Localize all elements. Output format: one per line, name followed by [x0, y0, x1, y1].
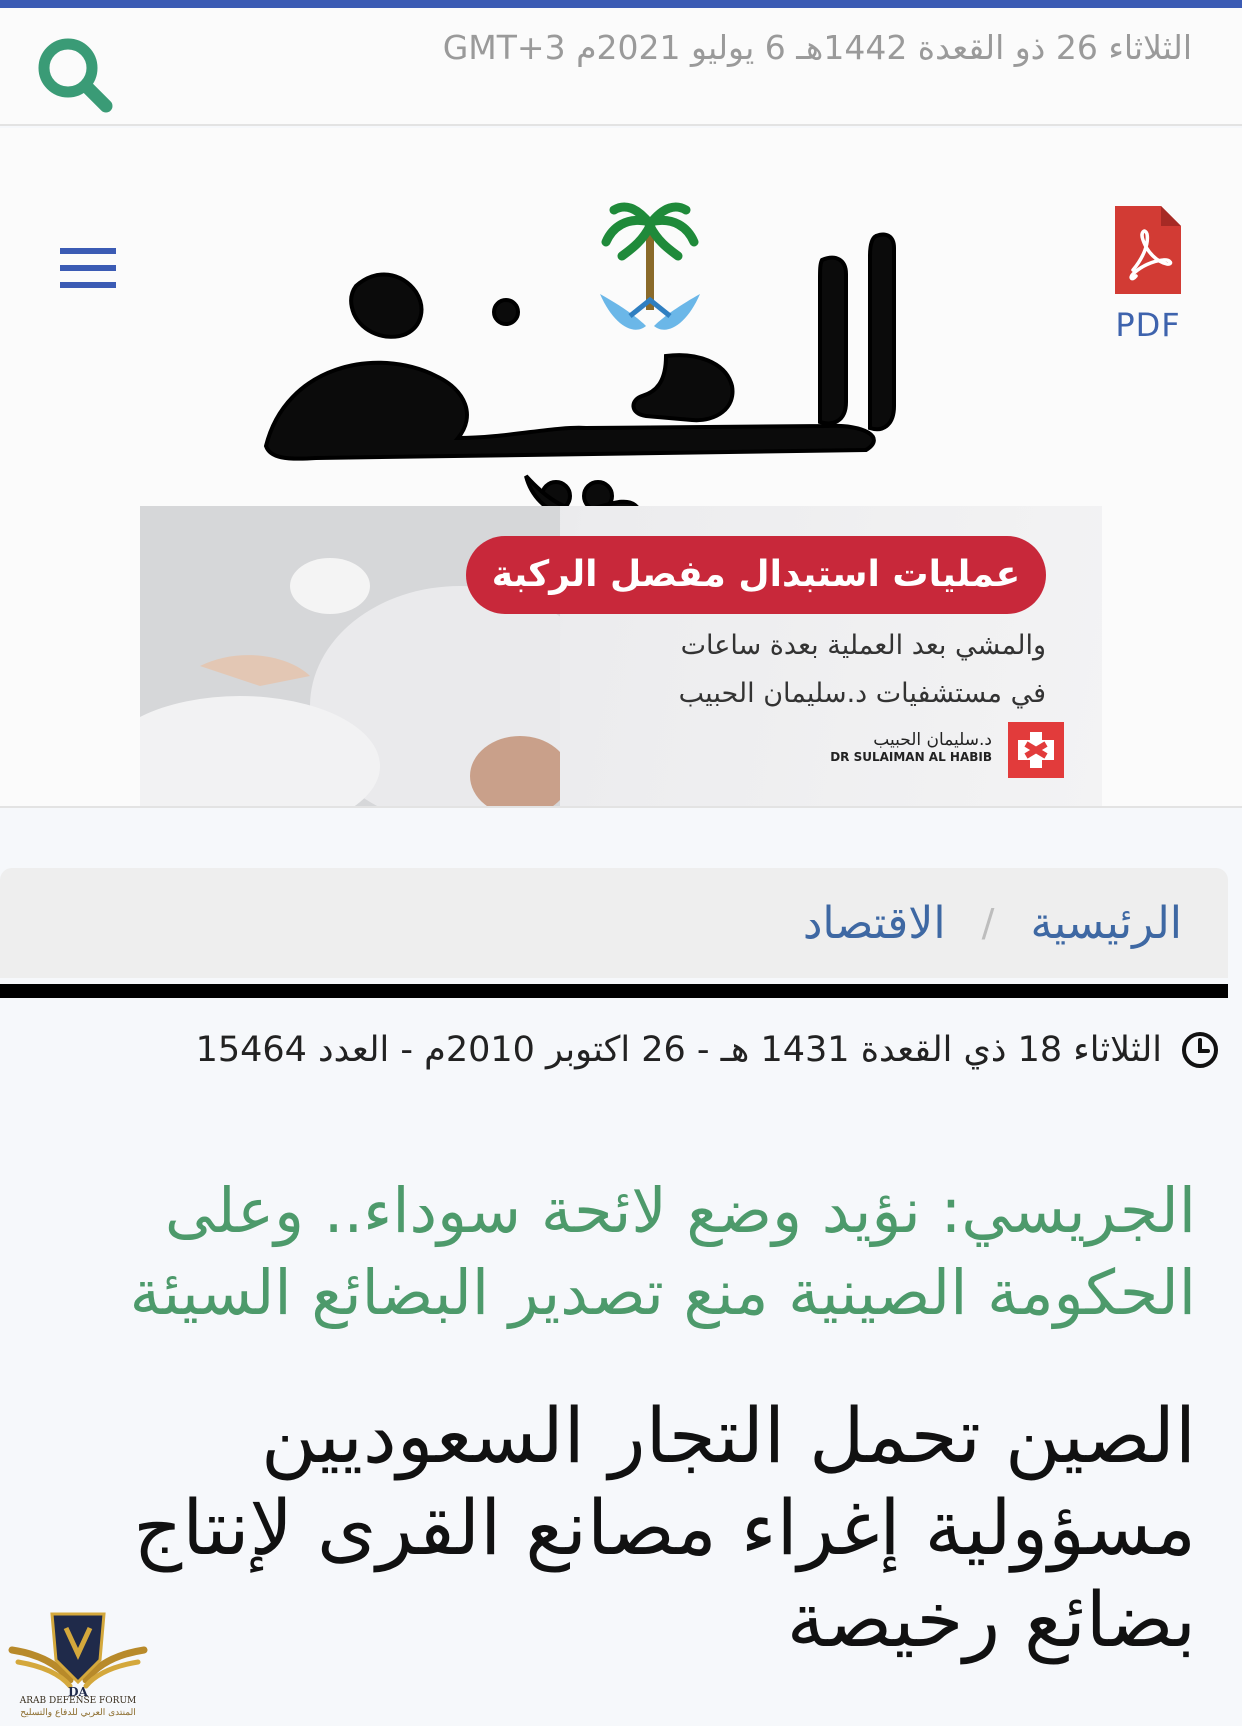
- forum-name-en: ARAB DEFENSE FORUM: [19, 1696, 137, 1706]
- hamburger-menu-icon[interactable]: [58, 240, 118, 296]
- ad-line-1: والمشي بعد العملية بعدة ساعات: [680, 630, 1046, 661]
- pdf-icon: [1113, 204, 1183, 296]
- breadcrumb-home-link[interactable]: الرئيسية: [1030, 897, 1182, 949]
- top-accent-line: [0, 0, 1242, 8]
- hospital-cross-icon: [1008, 722, 1064, 778]
- ad-title: عمليات استبدال مفصل الركبة: [466, 536, 1046, 614]
- date-bar: [0, 8, 1242, 126]
- current-date: الثلاثاء 26 ذو القعدة 1442هـ 6 يوليو 2021م GMT+3: [442, 28, 1192, 67]
- breadcrumb: [0, 868, 1228, 978]
- breadcrumb-current-section[interactable]: الاقتصاد: [802, 897, 946, 949]
- pdf-edition-button[interactable]: [1098, 204, 1198, 344]
- ad-line-2: في مستشفيات د.سليمان الحبيب: [678, 678, 1046, 709]
- forum-initials: DA: [68, 1685, 88, 1699]
- article-kicker: الجريسي: نؤيد وضع لائحة سوداء.. وعلى الحكومة الصينية منع تصدير البضائع السيئة: [129, 1174, 1196, 1329]
- breadcrumb-separator: /: [981, 901, 995, 945]
- forum-name-ar: المنتدى العربي للدفاع والتسليح: [20, 1708, 136, 1718]
- ad-brand: [830, 730, 992, 764]
- arab-defense-forum-watermark: [8, 1610, 148, 1722]
- ad-brand-ar: د.سليمان الحبيب: [873, 730, 992, 750]
- search-icon[interactable]: [30, 30, 120, 120]
- logo-calligraphy: [266, 235, 894, 521]
- forum-shield-icon: [8, 1610, 148, 1700]
- advertisement-banner[interactable]: [140, 506, 1102, 806]
- article-meta: [196, 1030, 1220, 1070]
- article-headline: الصين تحمل التجار السعوديين مسؤولية إغراء مصانع القرى لإنتاج بضائع رخيصة: [133, 1391, 1196, 1664]
- clock-icon: [1180, 1030, 1220, 1070]
- masthead: [0, 128, 1242, 808]
- section-divider: [0, 984, 1228, 998]
- ad-brand-en: DR SULAIMAN AL HABIB: [830, 750, 992, 764]
- article-date-issue: الثلاثاء 18 ذي القعدة 1431 هـ - 26 اكتوبر 2010م - العدد 15464: [195, 1030, 1162, 1070]
- pdf-label: PDF: [1115, 306, 1181, 344]
- palm-emblem-icon: [600, 207, 700, 330]
